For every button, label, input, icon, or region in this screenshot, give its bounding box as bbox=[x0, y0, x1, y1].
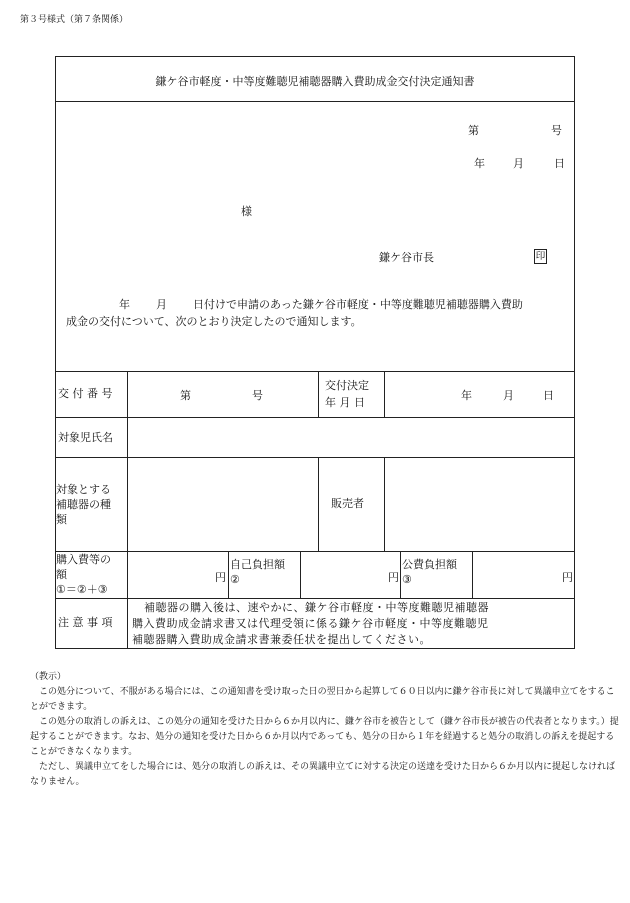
issue-number-dai: 第 bbox=[180, 389, 191, 402]
date-day: 日 bbox=[554, 157, 565, 170]
yen-unit-3: 円 bbox=[562, 571, 573, 584]
form-frame bbox=[55, 56, 575, 649]
title-divider bbox=[55, 101, 575, 102]
document-title: 鎌ケ谷市軽度・中等度難聴児補聴器購入費助成金交付決定通知書 bbox=[155, 75, 475, 88]
issuer-name: 鎌ケ谷市長 bbox=[379, 251, 434, 264]
row-divider-4 bbox=[55, 598, 575, 599]
row-divider-3 bbox=[55, 551, 575, 552]
issue-number-go: 号 bbox=[252, 389, 263, 402]
decision-year: 年 bbox=[461, 389, 472, 402]
label-column-line bbox=[127, 371, 128, 649]
yen-unit-2: 円 bbox=[388, 571, 399, 584]
instruction-paragraph-3: ただし、異議申立てをした場合には、処分の取消しの訴えは、その異議申立てに対する決定の送達を受けた日から６か月以内に提起しなければなりません。 bbox=[30, 762, 616, 787]
instruction-heading: （教示） bbox=[30, 672, 67, 682]
body-month: 月 bbox=[156, 298, 167, 311]
seller-label: 販売者 bbox=[331, 497, 364, 510]
form-number: 第３号様式（第７条関係） bbox=[20, 15, 129, 25]
device-type-label: 対象とする 補聴器の種 類 bbox=[56, 483, 111, 526]
notes-label: 注 意 事 項 bbox=[58, 616, 113, 629]
col-line-r1-b bbox=[384, 371, 385, 417]
decision-month: 月 bbox=[503, 389, 514, 402]
instruction-paragraph-1: この処分について、不服がある場合には、この通知書を受け取った日の翌日から起算して６０日以内に鎌ケ谷市長に対して異議申立てをすることができます。 bbox=[30, 687, 615, 712]
col-line-r3-a bbox=[318, 457, 319, 551]
number-go: 号 bbox=[551, 124, 562, 137]
yen-unit-1: 円 bbox=[215, 571, 226, 584]
date-year: 年 bbox=[474, 157, 485, 170]
notice-body bbox=[66, 296, 566, 330]
addressee-suffix: 様 bbox=[241, 205, 252, 218]
notes-text: 補聴器の購入後は、速やかに、鎌ケ谷市軽度・中等度難聴児補聴器 購入費助成金請求書又は代理受領に係る鎌ケ谷市軽度・中等度難聴児 補聴器購入費助成金請求書兼委任状を提出してください。 bbox=[132, 601, 489, 646]
body-line2: 成金の交付について、次のとおり決定したので通知します。 bbox=[66, 315, 362, 328]
row-divider-2 bbox=[55, 457, 575, 458]
self-pay-label: 自己負担額 ② bbox=[230, 558, 285, 586]
number-dai: 第 bbox=[468, 124, 479, 137]
col-line-r4-a bbox=[228, 551, 229, 598]
col-line-r3-b bbox=[384, 457, 385, 551]
decision-day: 日 bbox=[543, 389, 554, 402]
child-name-label: 対象児氏名 bbox=[58, 431, 113, 444]
instruction-section bbox=[30, 670, 620, 790]
body-line1: 日付けで申請のあった鎌ケ谷市軽度・中等度難聴児補聴器購入費助 bbox=[193, 298, 523, 311]
row-divider-1 bbox=[55, 417, 575, 418]
decision-date-label-1: 交付決定 bbox=[325, 379, 369, 392]
table-top-line bbox=[55, 371, 575, 372]
seal-mark: 印 bbox=[535, 251, 546, 262]
issue-number-label: 交 付 番 号 bbox=[58, 387, 113, 400]
body-year: 年 bbox=[119, 298, 130, 311]
date-month: 月 bbox=[513, 157, 524, 170]
instruction-paragraph-2: この処分の取消しの訴えは、この処分の通知を受けた日から６か月以内に、鎌ケ谷市を被告として（鎌ケ谷市長が被告の代表者となります。）提起することができます。なお、処分の通知を受けた日から６か月以内であっても、処分の日から１年を経過すると処分の取消しの訴えを提起することができなくなります。 bbox=[30, 717, 619, 757]
col-line-r4-d bbox=[472, 551, 473, 598]
public-pay-label: 公費負担額 ③ bbox=[402, 558, 457, 586]
purchase-cost-label: 購入費等の 額 ①＝②＋③ bbox=[56, 553, 111, 596]
col-line-r1-a bbox=[318, 371, 319, 417]
col-line-r4-b bbox=[300, 551, 301, 598]
col-line-r4-c bbox=[400, 551, 401, 598]
decision-date-label-2: 年 月 日 bbox=[325, 396, 365, 409]
